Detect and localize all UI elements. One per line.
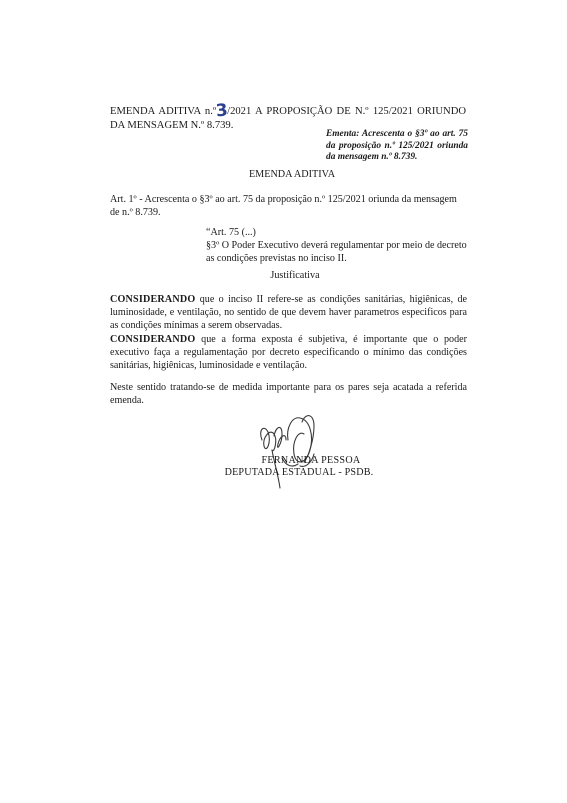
quote-line-1: “Art. 75 (...) — [206, 227, 256, 238]
header-prefix: EMENDA ADITIVA n.º — [110, 106, 217, 117]
article-one-text: Art. 1º - Acrescenta o §3º ao art. 75 da proposição n.º 125/2021 oriunda da mensagem de n.º 8.739. — [110, 194, 457, 218]
handwritten-amendment-number: 3 — [215, 100, 229, 122]
paragraph-text: que o inciso II refere-se as condições sanitárias, higiênicas, de luminosidade, e ventilação, no sentido de que devem haver parametros especificos para as condições mínimas a serem observadas. — [110, 294, 467, 331]
signer-name: FERNANDA PESSOA — [261, 455, 361, 466]
handwritten-signature — [252, 410, 332, 492]
paragraph-text: Neste sentido tratando-se de medida importante para os pares seja acatada a referida emenda. — [110, 382, 467, 406]
signer-role: DEPUTADA ESTADUAL - PSDB. — [224, 467, 374, 478]
justification-paragraph — [110, 382, 467, 408]
quote-line-3: as condições previstas no inciso II. — [206, 253, 347, 264]
header-suffix: /2021 A PROPOSIÇÃO DE N.º 125/2021 ORIUNDO DA MENSAGEM N.º 8.739. — [110, 106, 466, 131]
section-title: EMENDA ADITIVA — [248, 169, 336, 180]
paragraph-lead: CONSIDERANDO — [110, 294, 196, 305]
justification-paragraph — [110, 294, 467, 332]
quoted-article — [206, 226, 467, 265]
justification-title: Justificativa — [270, 270, 320, 281]
paragraph-text: que a forma exposta é subjetiva, é importante que o poder executivo faça a regulamentação por decreto especificando o mínimo das condições sanitárias, higiênicas, luminosidade e ventilação. — [110, 334, 467, 371]
justification-paragraph — [110, 334, 467, 372]
quote-line-2: §3º O Poder Executivo deverá regulamentar por meio de decreto — [206, 240, 467, 251]
paragraph-lead: CONSIDERANDO — [110, 334, 196, 345]
ementa-summary: Ementa: Acrescenta o §3º ao art. 75 da proposição n.º 125/2021 oriunda da mensagem n.º 8.739. — [326, 129, 468, 162]
